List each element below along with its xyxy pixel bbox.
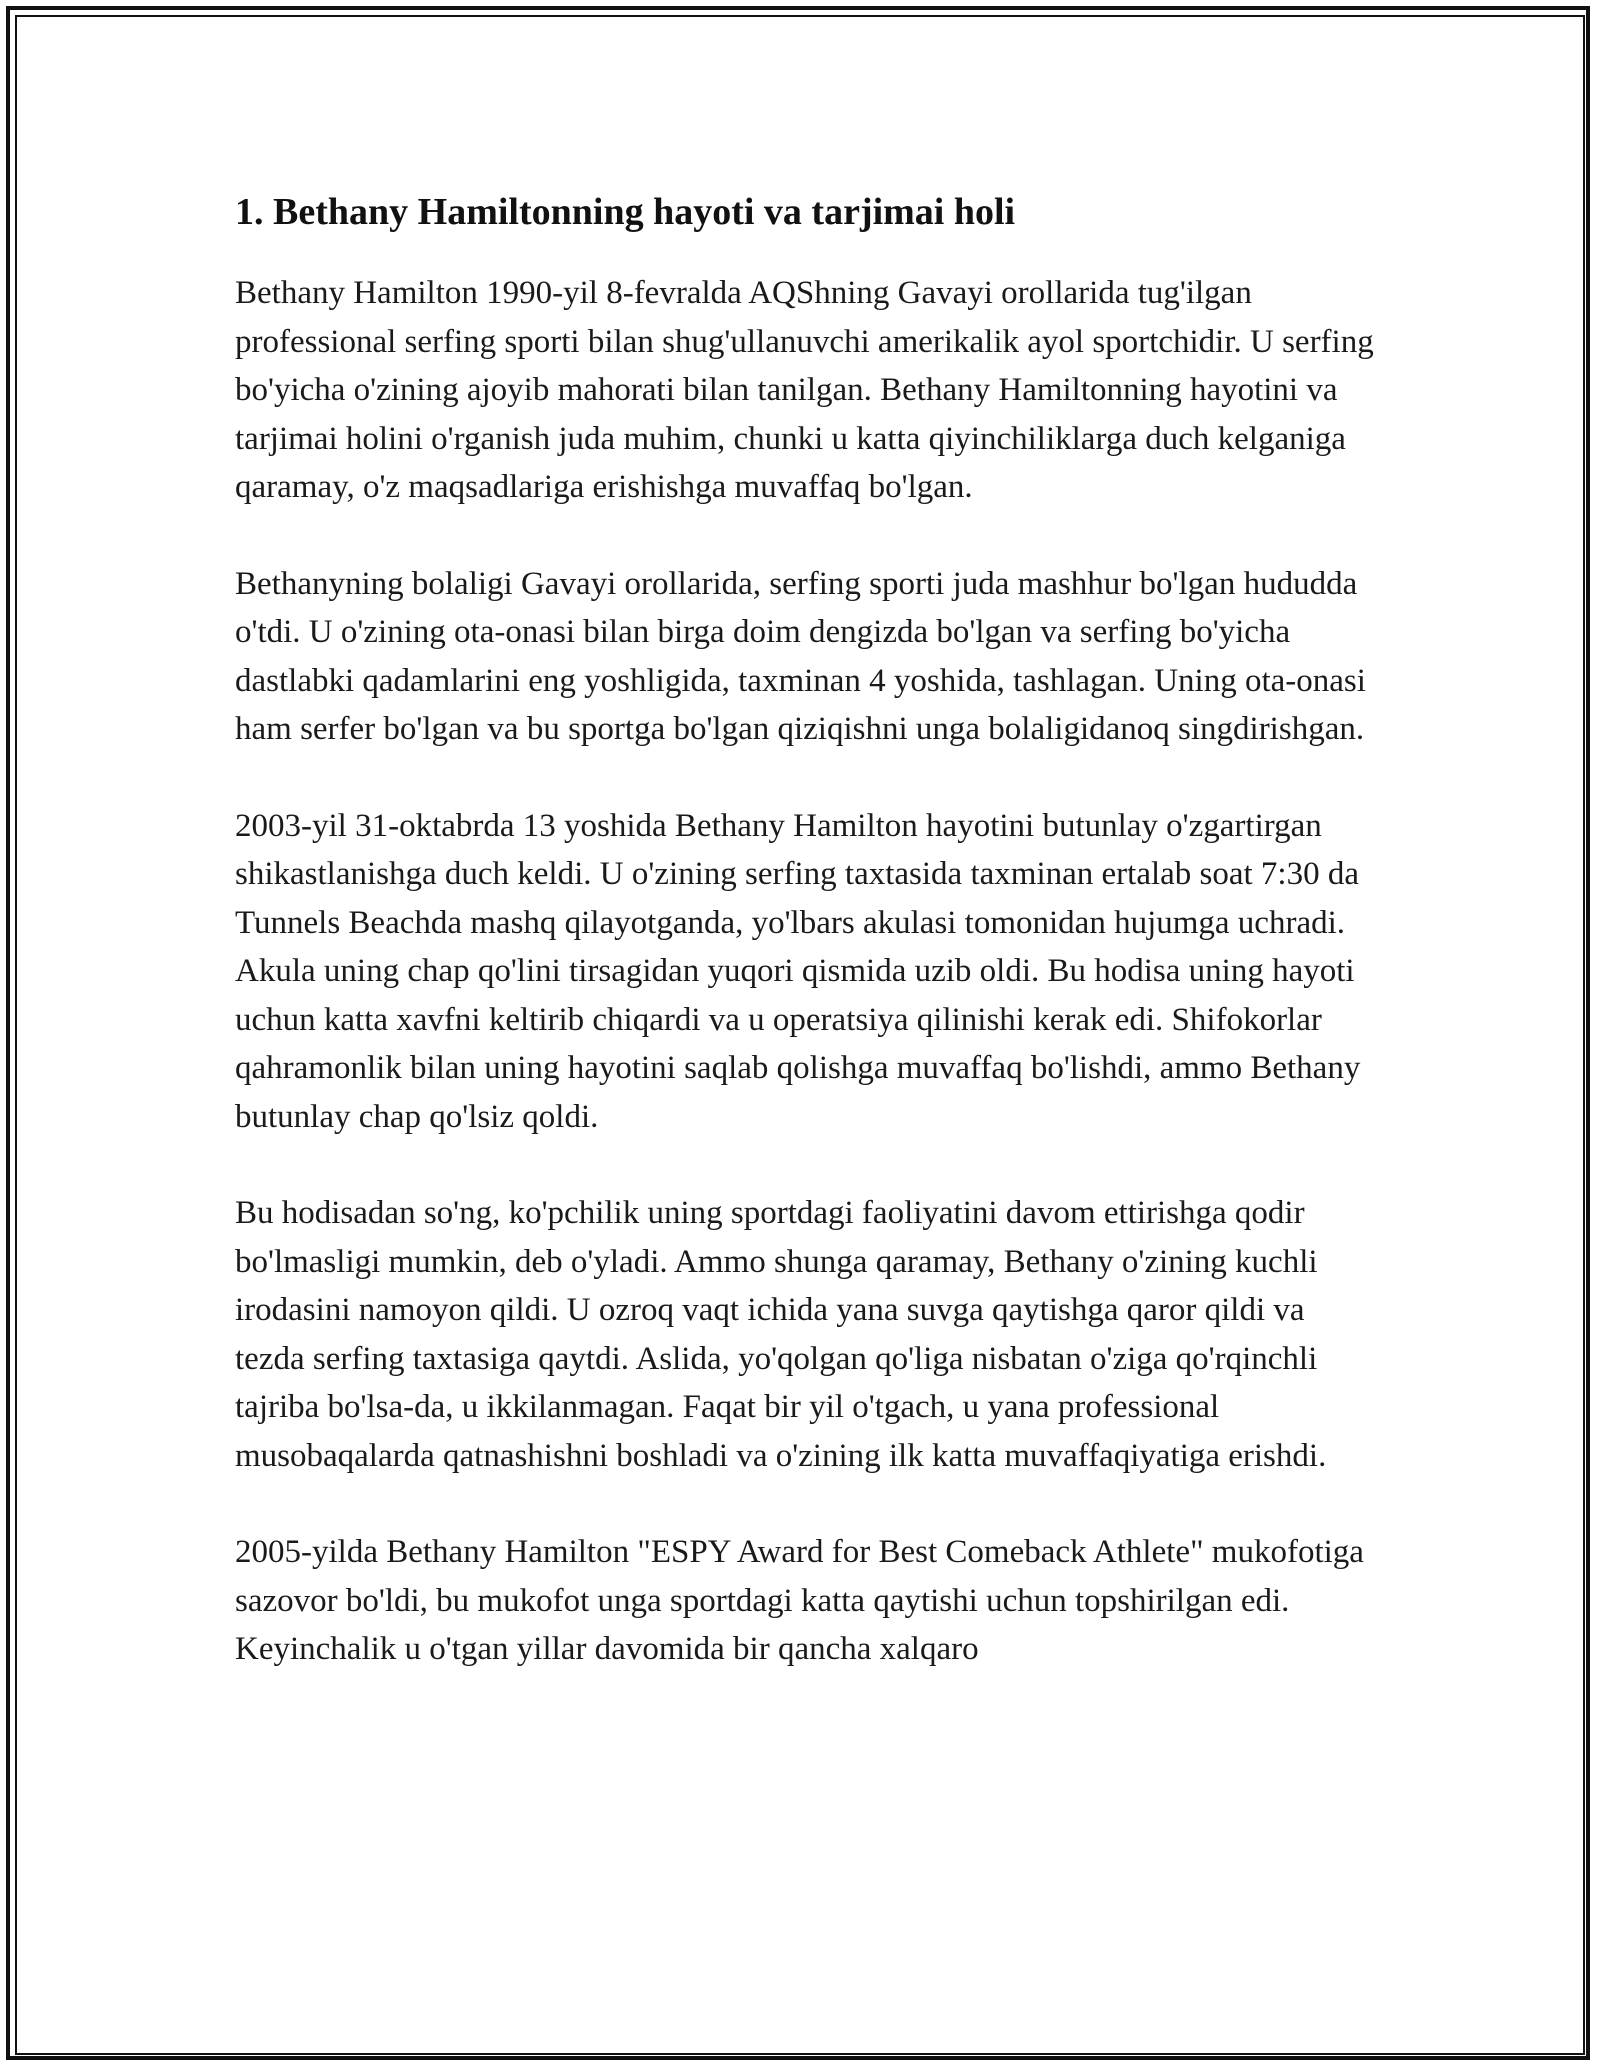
paragraph-shark-attack: 2003-yil 31-oktabrda 13 yoshida Bethany Hamilton hayotini butunlay o'zgartirgan shikastlanishga duch keldi. U o'zining serfing taxtasida taxminan ertalab soat 7:30 da Tunnels Beachda mashq qilayotganda, yo'lbars akulasi tomonidan hujumga uchradi. Akula uning chap qo'lini tirsagidan yuqori qismida uzib oldi. Bu hodisa uning hayoti uchun katta xavfni keltirib chiqardi va u operatsiya qilinishi kerak edi. Shifokorlar qahramonlik bilan uning hayotini saqlab qolishga muvaffaq bo'lishdi, ammo Bethany butunlay chap qo'lsiz qoldi.	[235, 807, 1361, 1135]
paragraph-comeback: Bu hodisadan so'ng, ko'pchilik uning sportdagi faoliyatini davom ettirishga qodir bo'lmasligi mumkin, deb o'yladi. Ammo shunga qaramay, Bethany o'zining kuchli irodasini namoyon qildi. U ozroq vaqt ichida yana suvga qaytishga qaror qildi va tezda serfing taxtasiga qaytdi. Aslida, yo'qolgan qo'liga nisbatan o'ziga qo'rqinchli tajriba bo'lsa-da, u ikkilanmagan. Faqat bir yil o'tgach, u yana professional musobaqalarda qatnashishni boshladi va o'zining ilk katta muvaffaqiyatiga erishdi.	[235, 1195, 1327, 1474]
paragraph-award: 2005-yilda Bethany Hamilton "ESPY Award for Best Comeback Athlete" mukofotiga sazovor bo'ldi, bu mukofot unga sportdagi katta qaytishi uchun topshirilgan edi. Keyinchalik u o'tgan yillar davomida bir qancha xalqaro	[235, 1534, 1364, 1667]
document-body	[235, 185, 1375, 1722]
paragraph-intro: Bethany Hamilton 1990-yil 8-fevralda AQShning Gavayi orollarida tug'ilgan professional serfing sporti bilan shug'ullanuvchi amerikalik ayol sportchidir. U serfing bo'yicha o'zining ajoyib mahorati bilan tanilgan. Bethany Hamiltonning hayotini va tarjimai holini o'rganish juda muhim, chunki u katta qiyinchiliklarga duch kelganiga qaramay, o'z maqsadlariga erishishga muvaffaq bo'lgan.	[235, 275, 1374, 505]
section-heading: 1. Bethany Hamiltonning hayoti va tarjimai holi	[235, 191, 1016, 233]
paragraph-childhood: Bethanyning bolaligi Gavayi orollarida, serfing sporti juda mashhur bo'lgan hududda o'tdi. U o'zining ota-onasi bilan birga doim dengizda bo'lgan va serfing bo'yicha dastlabki qadamlarini eng yoshligida, taxminan 4 yoshida, tashlagan. Uning ota-onasi ham serfer bo'lgan va bu sportga bo'lgan qiziqishni unga bolaligidanoq singdirishgan.	[235, 565, 1366, 747]
